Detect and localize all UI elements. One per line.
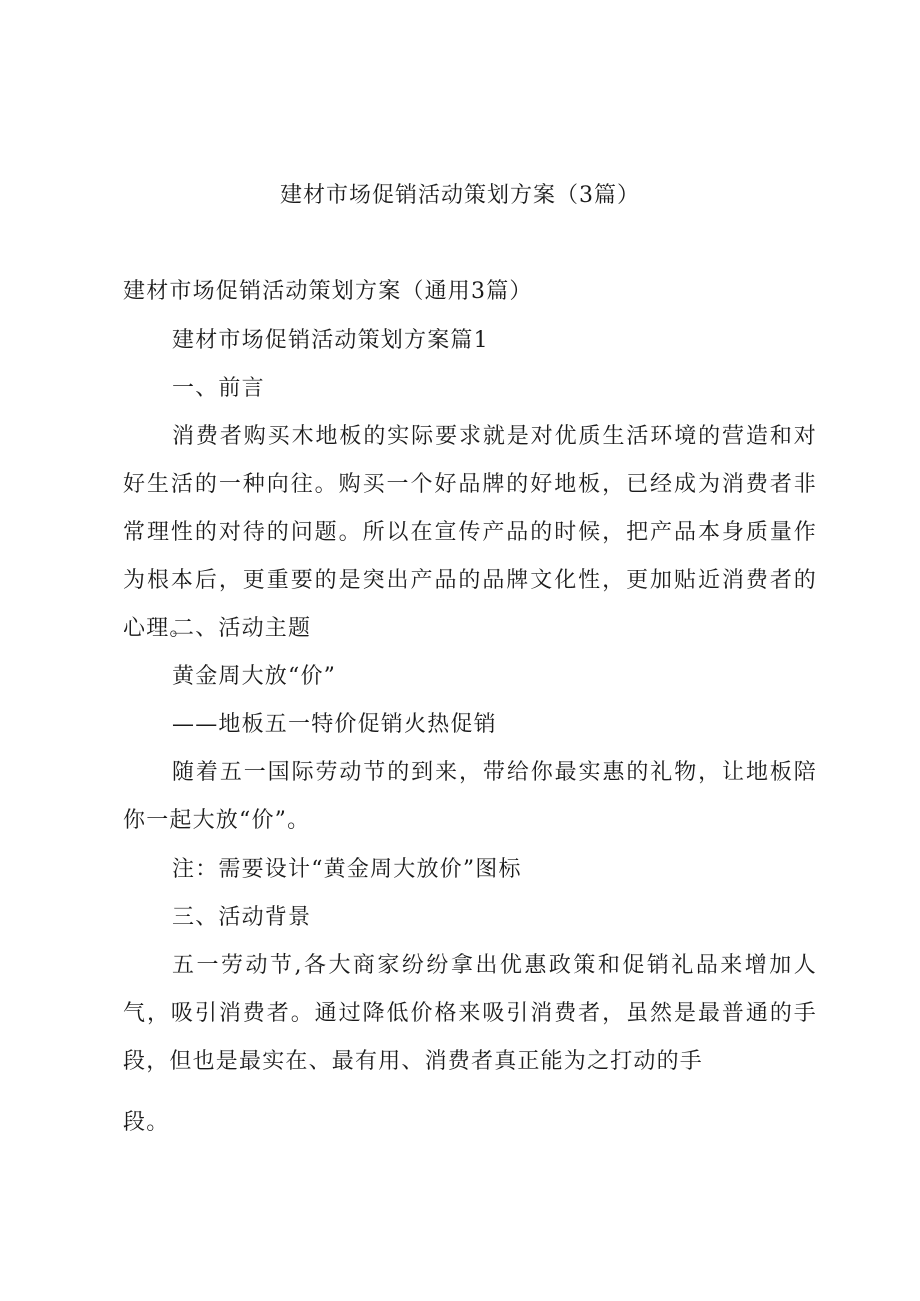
heading-activity-theme: 二、活动主题 [172, 616, 312, 641]
theme-line-1: 黄金周大放“价” [172, 664, 337, 689]
heading-activity-background: 三、活动背景 [172, 905, 312, 930]
paragraph-preface: 消费者购买木地板的实际要求就是对优质生活环境的营造和对好生活的一种向往。购买一个好品牌的好地板，已经成为消费者非常理性的对待的问题。所以在宣传产品的时候，把产品本身质量作为根本后，更重要的是突出产品的品牌文化性，更加贴近消费者的心理。 [123, 424, 817, 641]
section-title: 建材市场促销活动策划方案篇1 [172, 328, 489, 353]
note-line: 注：需要设计“黄金周大放价”图标 [172, 857, 522, 882]
theme-line-2: ——地板五一特价促销火热促销 [172, 712, 497, 737]
document-subtitle: 建材市场促销活动策划方案（通用3篇） [123, 279, 533, 304]
paragraph-background: 五一劳动节,各大商家纷纷拿出优惠政策和促销礼品来增加人气，吸引消费者。通过降低价格来吸引消费者，虽然是最普通的手段，但也是最实在、最有用、消费者真正能为之打动的手 [123, 953, 817, 1074]
document-title: 建材市场促销活动策划方案（3篇） [280, 183, 640, 208]
paragraph-theme: 随着五一国际劳动节的到来，带给你最实惠的礼物，让地板陪你一起大放“价”。 [123, 760, 817, 833]
heading-preface: 一、前言 [172, 376, 265, 401]
paragraph-background-tail: 段。 [123, 1110, 170, 1135]
